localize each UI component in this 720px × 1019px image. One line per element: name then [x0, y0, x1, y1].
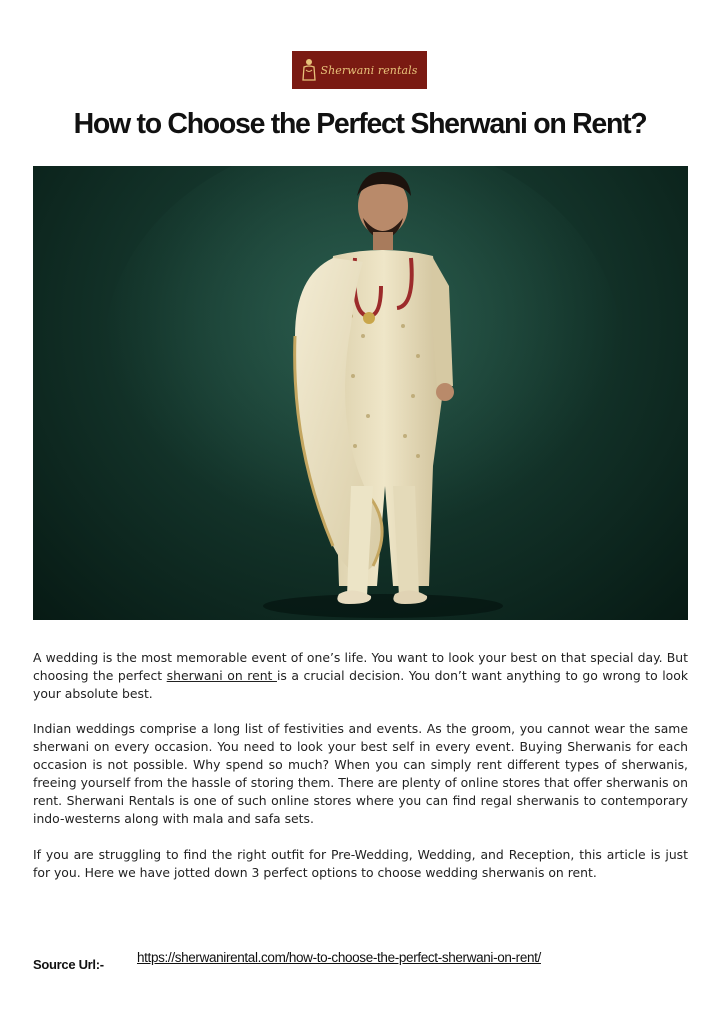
intro-text-after: is a crucial decision. You don’t want anything to go wrong to look your absolute best. [33, 668, 688, 701]
page-title: How to Choose the Perfect Sherwani on Rent? [73, 108, 647, 140]
body-paragraph-2: Indian weddings comprise a long list of festivities and events. As the groom, you cannot wear the same sherwani on every occasion. You need to look your best self in every event. Buying Sherwanis for each occasion is not possible. Why spend so much? When you can simply rent different types of sherwanis, freeing yourself from the hassle of storing them. There are plenty of online stores that offer sherwanis on rent. Sherwani Rentals is one of such online stores where you can find regal sherwanis to contemporary indo-westerns along with mala and safa sets. [33, 721, 688, 826]
body-paragraph-3: If you are struggling to find the right outfit for Pre-Wedding, Wedding, and Reception, this article is just for you. Here we have jotted down 3 perfect options to choose wedding sherwanis on rent. [33, 847, 688, 880]
intro-text-before: A wedding is the most memorable event of one’s life. You want to look your best on that special day. But choosing the perfect [33, 650, 688, 683]
intro-paragraph [33, 649, 688, 703]
sherwani-on-rent-link[interactable]: sherwani on rent [166, 668, 277, 683]
source-url-link[interactable]: https://sherwanirental.com/how-to-choose-the-perfect-sherwani-on-rent/ [137, 950, 541, 965]
brand-logo-text: Sherwani rentals [320, 63, 418, 77]
hero-image [33, 166, 688, 620]
groom-silhouette-icon [301, 58, 317, 82]
brand-logo [292, 51, 427, 89]
source-url-label: Source Url:- [33, 957, 104, 972]
